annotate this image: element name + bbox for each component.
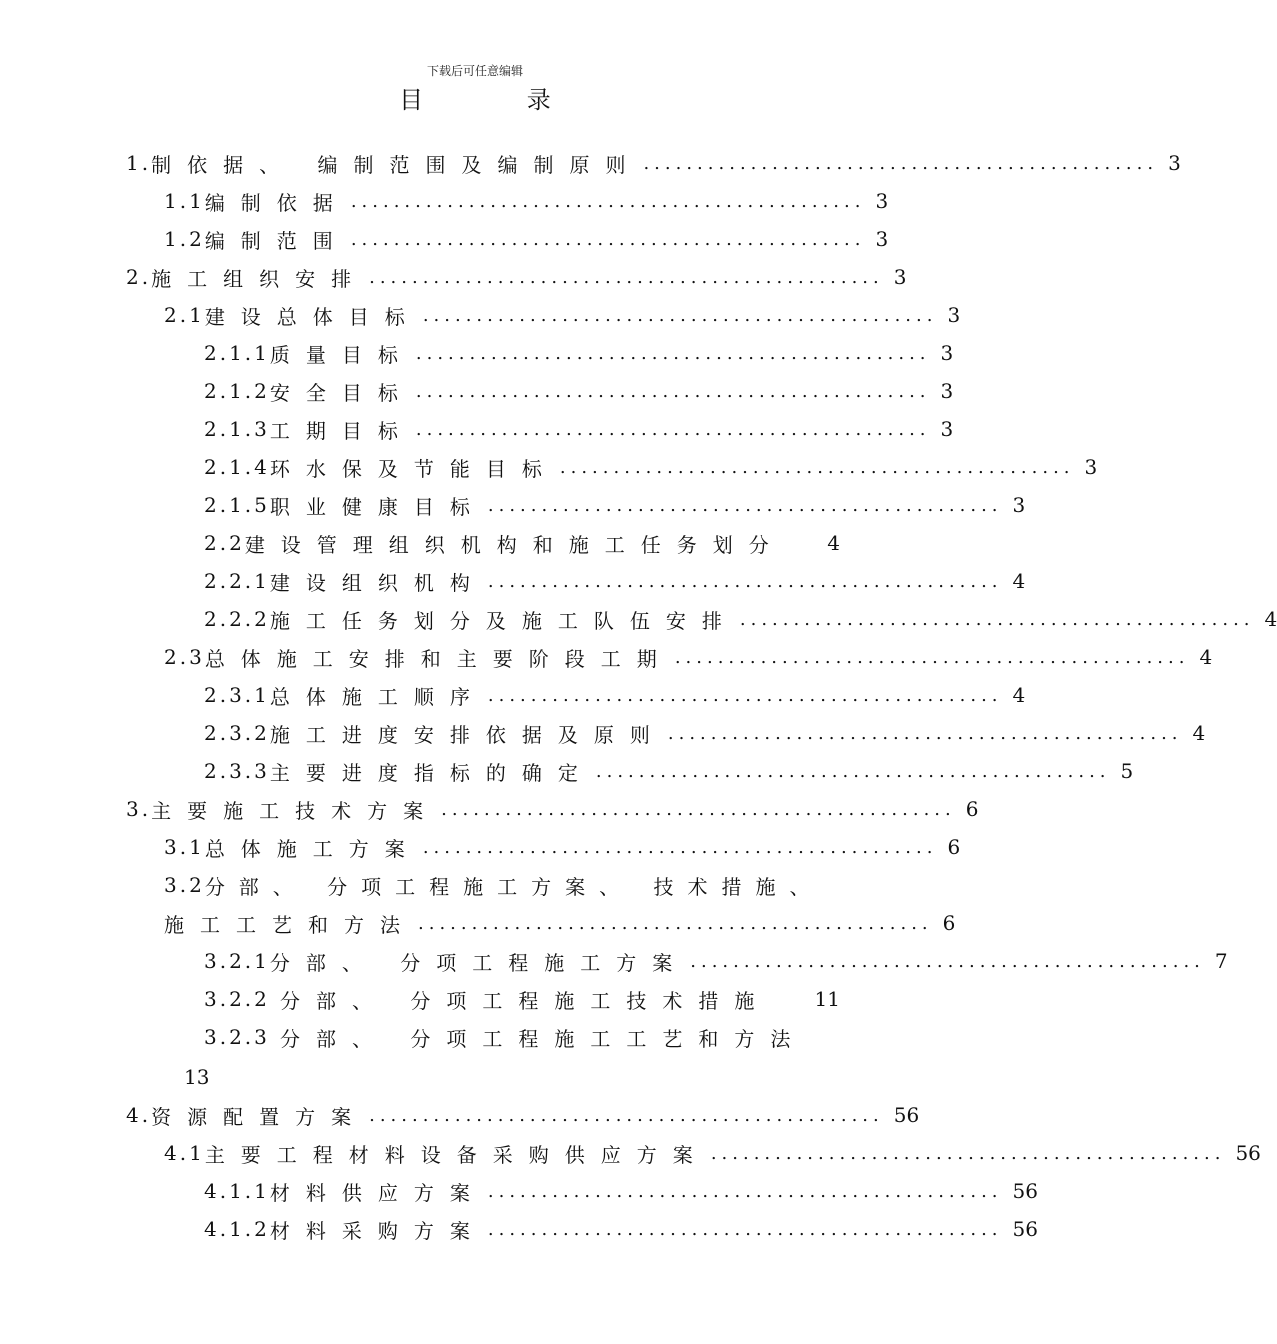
toc-entry[interactable] <box>204 528 840 558</box>
toc-entry-page: 3 <box>1084 455 1098 479</box>
toc-leader-dots: ................................................ <box>369 266 884 288</box>
toc-entry[interactable] <box>126 794 979 824</box>
toc-entry-number: 4.1.1 <box>204 1179 270 1203</box>
toc-leader-dots: ................................................ <box>415 342 931 364</box>
toc-entry[interactable] <box>204 604 1277 634</box>
toc-leader-dots: ................................................ <box>690 950 1205 972</box>
toc-entry-title: 质量目标 <box>269 342 414 367</box>
toc-entry-title: 编制范围 <box>204 228 349 253</box>
toc-entry[interactable] <box>204 984 840 1014</box>
toc-entry[interactable] <box>204 680 1026 710</box>
toc-entry[interactable] <box>204 414 954 444</box>
toc-entry-number: 2. <box>126 265 152 289</box>
toc-entry-page: 4 <box>1012 683 1026 707</box>
toc-leader-dots: ................................................ <box>559 456 1075 478</box>
toc-entry-number: 2.1.4 <box>204 455 270 479</box>
toc-entry-number: 3.1 <box>164 835 205 859</box>
toc-entry-number: 2.2.2 <box>204 607 270 631</box>
toc-entry[interactable] <box>204 338 954 368</box>
page-title: 目 录 <box>399 86 599 114</box>
toc-entry-title: 分部、 分项工程施工方案、 技术措施、 <box>204 874 824 899</box>
toc-entry-number: 1.2 <box>164 227 205 251</box>
toc-leader-dots: ................................................ <box>415 418 931 440</box>
toc-leader-dots: ................................................ <box>487 1218 1003 1240</box>
toc-entry[interactable] <box>126 1100 920 1130</box>
toc-entry-number: 1. <box>126 151 152 175</box>
toc-entry-line-1[interactable] <box>164 870 824 900</box>
toc-entry[interactable] <box>204 452 1098 482</box>
toc-entry-page: 13 <box>184 1065 210 1089</box>
toc-leader-dots: ................................................ <box>422 304 938 326</box>
toc-entry-number: 4.1.2 <box>204 1217 270 1241</box>
toc-entry-line-2[interactable] <box>164 908 956 938</box>
toc-entry-number: 2.3.1 <box>204 683 270 707</box>
toc-entry-number: 2.1.2 <box>204 379 270 403</box>
toc-entry[interactable] <box>204 1176 1038 1206</box>
toc-entry-number: 3.2.1 <box>204 949 270 973</box>
toc-entry-title: 主要施工技术方案 <box>151 798 440 823</box>
toc-entry-number: 2.3.3 <box>204 759 270 783</box>
toc-entry-title: 编制依据 <box>204 190 349 215</box>
toc-entry-number: 4. <box>126 1103 152 1127</box>
toc-leader-dots: ................................................ <box>422 836 938 858</box>
toc-leader-dots: ................................................ <box>369 1104 884 1126</box>
toc-entry-line-1[interactable] <box>204 1022 806 1052</box>
toc-entry-title: 分部、 分项工程施工工艺和方法 <box>280 1026 807 1051</box>
toc-leader-dots: ................................................ <box>487 494 1003 516</box>
toc-entry[interactable] <box>204 1214 1038 1244</box>
toc-entry-page: 4 <box>1199 645 1213 669</box>
toc-entry[interactable] <box>126 148 1181 178</box>
toc-entry-page: 4 <box>1192 721 1206 745</box>
toc-leader-dots: ................................................ <box>487 684 1003 706</box>
toc-entry-title: 安全目标 <box>269 380 414 405</box>
toc-leader-dots: ................................................ <box>487 570 1003 592</box>
toc-entry-page: 56 <box>1235 1141 1261 1165</box>
toc-entry[interactable] <box>204 566 1026 596</box>
toc-leader-dots: ................................................ <box>595 760 1111 782</box>
toc-leader-dots: ................................................ <box>643 152 1159 174</box>
toc-entry-page: 6 <box>942 911 956 935</box>
toc-entry-number: 2.1 <box>164 303 205 327</box>
toc-entry-number: 1.1 <box>164 189 205 213</box>
toc-leader-dots: ................................................ <box>350 228 866 250</box>
toc-entry-number: 3.2.3 <box>204 1025 270 1049</box>
toc-entry-number: 2.1.3 <box>204 417 270 441</box>
toc-entry-title: 施工进度安排依据及原则 <box>269 722 666 747</box>
toc-entry-title: 总体施工顺序 <box>269 684 486 709</box>
toc-entry-title: 材料采购方案 <box>269 1218 486 1243</box>
toc-entry-title: 总体施工安排和主要阶段工期 <box>204 646 673 671</box>
toc-entry-title: 工期目标 <box>269 418 414 443</box>
toc-leader-dots: ................................................ <box>667 722 1183 744</box>
toc-entry-page: 56 <box>1012 1217 1038 1241</box>
toc-entry-page: 3 <box>875 227 889 251</box>
toc-entry[interactable] <box>164 1138 1261 1168</box>
toc-entry-page: 3 <box>1012 493 1026 517</box>
toc-entry-title: 制依据、 编制范围及编制原则 <box>151 152 642 177</box>
toc-entry-title: 资源配置方案 <box>151 1104 368 1129</box>
toc-entry-number: 2.3.2 <box>204 721 270 745</box>
toc-entry[interactable] <box>204 946 1228 976</box>
toc-entry[interactable] <box>164 186 889 216</box>
toc-entry[interactable] <box>126 262 907 292</box>
toc-entry[interactable] <box>164 300 961 330</box>
toc-entry-number: 4.1 <box>164 1141 205 1165</box>
toc-entry-number: 2.1.5 <box>204 493 270 517</box>
toc-entry[interactable] <box>204 490 1026 520</box>
toc-entry-number: 3.2.2 <box>204 987 270 1011</box>
toc-leader-dots: ................................................ <box>418 912 933 934</box>
toc-entry-page: 6 <box>947 835 961 859</box>
toc-entry-page: 3 <box>940 379 954 403</box>
toc-entry[interactable] <box>204 718 1206 748</box>
toc-entry-title-continued: 施工工艺和方法 <box>164 912 416 937</box>
toc-entry-number: 3. <box>126 797 152 821</box>
toc-entry-number: 2.2.1 <box>204 569 270 593</box>
toc-leader-dots: ................................................ <box>739 608 1255 630</box>
toc-entry-title: 主要进度指标的确定 <box>269 760 594 785</box>
toc-entry-page: 56 <box>1012 1179 1038 1203</box>
toc-entry-page: 11 <box>814 987 840 1011</box>
toc-entry[interactable] <box>164 224 889 254</box>
toc-entry-title: 建设组织机构 <box>269 570 486 595</box>
toc-entry-title: 分部、 分项工程施工方案 <box>269 950 689 975</box>
toc-leader-dots: ................................................ <box>415 380 931 402</box>
toc-entry[interactable] <box>164 832 961 862</box>
toc-entry-number: 2.2 <box>204 531 245 555</box>
toc-leader-dots: ................................................ <box>487 1180 1003 1202</box>
toc-entry-page: 6 <box>965 797 979 821</box>
toc-entry-page: 3 <box>875 189 889 213</box>
toc-entry-number: 3.2 <box>164 873 205 897</box>
toc-entry-number: 2.3 <box>164 645 205 669</box>
toc-entry-title: 材料供应方案 <box>269 1180 486 1205</box>
toc-entry-title: 施工任务划分及施工队伍安排 <box>269 608 738 633</box>
toc-leader-dots: ................................................ <box>350 190 866 212</box>
toc-entry-page: 3 <box>940 341 954 365</box>
toc-entry-title: 分部、 分项工程施工技术措施 <box>280 988 771 1013</box>
toc-entry-line-2[interactable] <box>184 1062 209 1092</box>
toc-entry-page: 3 <box>1168 151 1181 175</box>
toc-entry-page: 3 <box>940 417 954 441</box>
header-note: 下载后可任意编辑 <box>426 64 523 78</box>
toc-entry-title: 环水保及节能目标 <box>269 456 558 481</box>
toc-entry-page: 5 <box>1120 759 1134 783</box>
toc-entry-page: 56 <box>893 1103 920 1127</box>
toc-entry-number: 2.1.1 <box>204 341 270 365</box>
toc-entry-title: 主要工程材料设备采购供应方案 <box>204 1142 709 1167</box>
toc-entry-title: 建设管理组织机构和施工任务划分 <box>244 532 785 557</box>
toc-entry-page: 3 <box>893 265 907 289</box>
toc-leader-dots: ................................................ <box>674 646 1190 668</box>
toc-entry-page: 4 <box>1264 607 1277 631</box>
toc-entry-page: 7 <box>1214 949 1228 973</box>
toc-entry-page: 3 <box>947 303 961 327</box>
toc-entry-page: 4 <box>1012 569 1026 593</box>
toc-entry-title: 建设总体目标 <box>204 304 421 329</box>
toc-entry-title: 施工组织安排 <box>151 266 368 291</box>
toc-entry-page: 4 <box>827 531 840 555</box>
toc-entry[interactable] <box>204 756 1134 786</box>
toc-leader-dots: ................................................ <box>441 798 956 820</box>
toc-entry[interactable] <box>204 376 954 406</box>
toc-leader-dots: ................................................ <box>710 1142 1226 1164</box>
toc-entry[interactable] <box>164 642 1213 672</box>
toc-entry-title: 总体施工方案 <box>204 836 421 861</box>
toc-entry-title: 职业健康目标 <box>269 494 486 519</box>
